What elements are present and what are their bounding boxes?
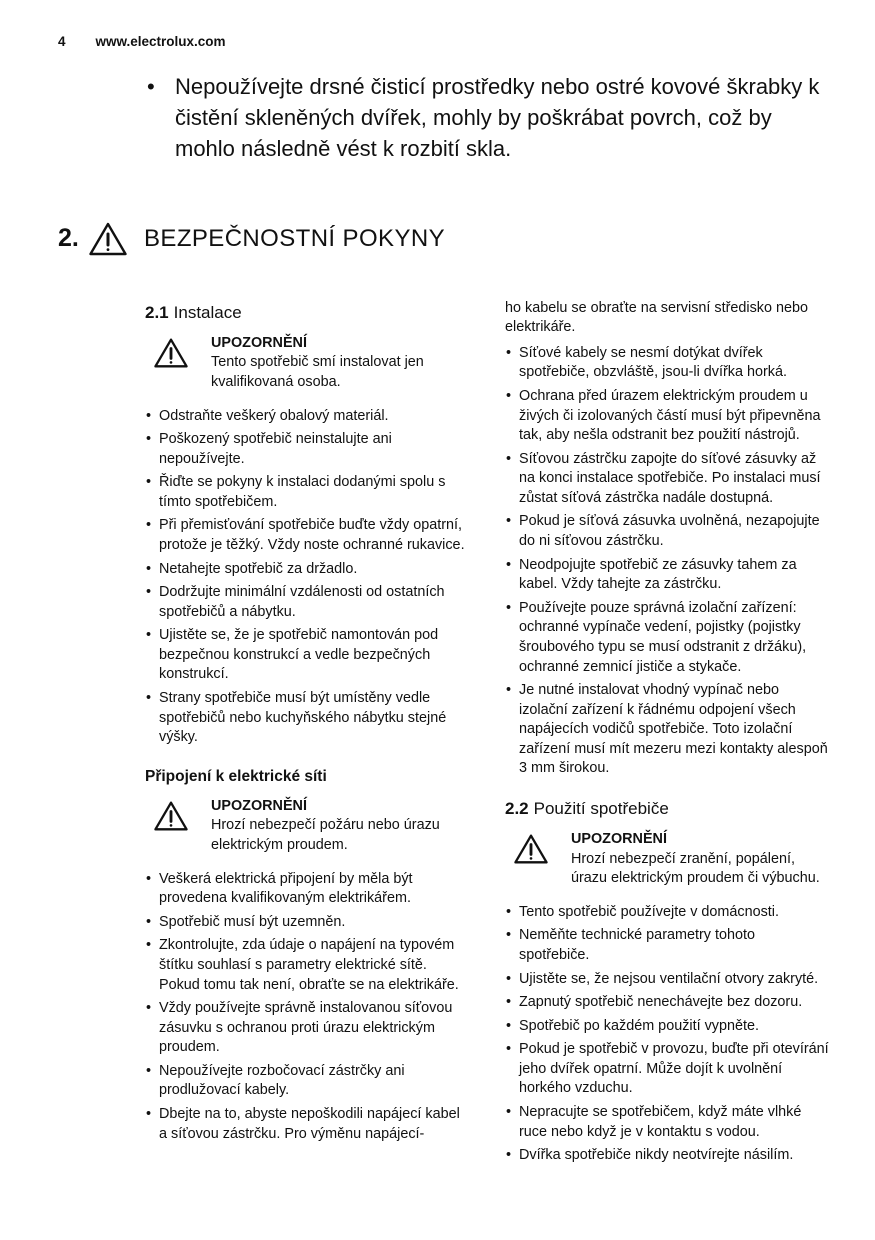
warning-triangle-icon — [88, 221, 128, 257]
warning-text-block — [211, 334, 469, 393]
subsection-number: 2.2 — [505, 799, 529, 818]
bullet-item: • Spotřebič musí být uzemněn. — [145, 913, 469, 933]
bullet-item: • Strany spotřebiče musí být umístěny vedle spotřebičů nebo kuchyňského nábytku stejné výšky. — [145, 689, 469, 748]
subsection-number: 2.1 — [145, 302, 169, 322]
bullet-item: • Poškozený spotřebič neinstalujte ani nepoužívejte. — [145, 430, 469, 469]
page-number: 4 — [58, 34, 66, 49]
warning-body: Hrozí nebezpečí zranění, popálení, úrazu elektrickým proudem či výbuchu. — [571, 850, 820, 887]
subsection-text: Použití spotřebiče — [533, 799, 669, 818]
warning-body: Hrozí nebezpečí požáru nebo úrazu elektrickým proudem. — [211, 817, 440, 854]
bullet-item: • Při přemisťování spotřebiče buďte vždy opatrní, protože je těžký. Vždy noste ochranné rukavice. — [145, 516, 469, 555]
left-column — [145, 299, 469, 1170]
subsection-heading-installation — [145, 301, 469, 324]
bullet-item: • Pokud je spotřebič v provozu, buďte při otevírání jeho dvířek opatrní. Může dojít k uvolnění horkého vzduchu. — [505, 1040, 829, 1099]
bullet-item: • Zkontrolujte, zda údaje o napájení na typovém štítku souhlasí s parametry elektrické sítě. Pokud tomu tak není, obraťte se na elektrikáře. — [145, 936, 469, 995]
bullet-item: • Síťovou zástrčku zapojte do síťové zásuvky až na konci instalace spotřebiče. Po instalaci musí zůstat síťová zástrčka nadále dostupná. — [505, 450, 829, 509]
intro-bullet-list — [145, 71, 829, 165]
bullet-item: • Neodpojujte spotřebič ze zásuvky tahem za kabel. Vždy tahejte za zástrčku. — [505, 556, 829, 595]
bullet-item: • Zapnutý spotřebič nenechávejte bez dozoru. — [505, 993, 829, 1013]
electrical-bullet-list-right — [505, 344, 829, 779]
bullet-item: • Ochrana před úrazem elektrickým proudem u živých či izolovaných částí musí být připevněna tak, aby nešla odstranit bez použití nástrojů. — [505, 387, 829, 446]
bullet-item: • Tento spotřebič používejte v domácnosti. — [505, 903, 829, 923]
warning-title: UPOZORNĚNÍ — [211, 334, 307, 351]
bullet-item: • Řiďte se pokyny k instalaci dodanými spolu s tímto spotřebičem. — [145, 473, 469, 512]
warning-icon — [507, 830, 571, 865]
content-columns — [145, 299, 829, 1170]
bullet-item: • Neměňte technické parametry tohoto spotřebiče. — [505, 926, 829, 965]
bullet-item: • Nepoužívejte drsné čisticí prostředky nebo ostré kovové škrabky k čistění skleněných dvířek, mohly by poškrábat povrch, což by mohlo následně vést k rozbití skla. — [145, 71, 829, 165]
warning-text-block — [211, 797, 469, 856]
warning-text-block — [571, 830, 829, 889]
section-heading — [58, 221, 829, 257]
continued-paragraph: ho kabelu se obraťte na servisní středisko nebo elektrikáře. — [505, 299, 808, 336]
bullet-item: • Síťové kabely se nesmí dotýkat dvířek spotřebiče, obzvláště, jsou-li dvířka horká. — [505, 344, 829, 383]
warning-body: Tento spotřebič smí instalovat jen kvalifikovaná osoba. — [211, 354, 424, 390]
subsection-heading-usage — [505, 797, 829, 820]
bullet-item: • Nepoužívejte rozbočovací zástrčky ani prodlužovací kabely. — [145, 1062, 469, 1101]
bullet-item: • Nepracujte se spotřebičem, když máte vlhké ruce nebo když je v kontaktu s vodou. — [505, 1103, 829, 1142]
warning-title: UPOZORNĚNÍ — [211, 797, 307, 814]
bullet-item: • Dbejte na to, abyste nepoškodili napájecí kabel a síťovou zástrčku. Pro výměnu napájecí- — [145, 1105, 469, 1144]
bullet-item: • Dodržujte minimální vzdálenosti od ostatních spotřebičů a nábytku. — [145, 583, 469, 622]
bullet-item: • Dvířka spotřebiče nikdy neotvírejte násilím. — [505, 1146, 829, 1166]
warning-icon — [147, 797, 211, 832]
bullet-item: • Netahejte spotřebič za držadlo. — [145, 560, 469, 580]
website-url: www.electrolux.com — [95, 34, 226, 49]
electrical-bullet-list-left — [145, 870, 469, 1145]
section-number: 2. — [58, 224, 79, 253]
warning-box-installation — [147, 334, 469, 393]
installation-bullet-list — [145, 407, 469, 748]
usage-bullet-list — [505, 903, 829, 1166]
section-title: BEZPEČNOSTNÍ POKYNY — [144, 224, 445, 252]
bullet-item: • Veškerá elektrická připojení by měla být provedena kvalifikovaným elektrikářem. — [145, 870, 469, 909]
bullet-item: • Používejte pouze správná izolační zařízení: ochranné vypínače vedení, pojistky (pojistky šroubového typu se musí odstranit z držáku), ochranné zemnicí jističe a stykače. — [505, 599, 829, 677]
warning-box-electrical — [147, 797, 469, 856]
bullet-item: • Pokud je síťová zásuvka uvolněná, nezapojujte do ni síťovou zástrčku. — [505, 512, 829, 551]
page-header — [58, 34, 829, 49]
bullet-item: • Odstraňte veškerý obalový materiál. — [145, 407, 469, 427]
bullet-item: • Ujistěte se, že nejsou ventilační otvory zakryté. — [505, 970, 829, 990]
warning-title: UPOZORNĚNÍ — [571, 831, 667, 848]
subsection-heading-electrical: Připojení k elektrické síti — [145, 767, 327, 785]
bullet-item: • Vždy používejte správně instalovanou síťovou zásuvku s ochranou proti úrazu elektrickým proudem. — [145, 999, 469, 1058]
bullet-item: • Je nutné instalovat vhodný vypínač nebo izolační zařízení k řádnému odpojení všech napájecích vodičů spotřebiče. Toto izolační zařízení musí mít mezeru mezi kontakty alespoň 3 mm širokou. — [505, 681, 829, 779]
right-column — [505, 299, 829, 1170]
warning-icon — [147, 334, 211, 369]
bullet-item: • Spotřebič po každém použití vypněte. — [505, 1017, 829, 1037]
subsection-text: Instalace — [173, 302, 242, 322]
warning-box-usage — [507, 830, 829, 889]
bullet-item: • Ujistěte se, že je spotřebič namontován pod bezpečnou konstrukcí a vedle bezpečných konstrukcí. — [145, 626, 469, 685]
